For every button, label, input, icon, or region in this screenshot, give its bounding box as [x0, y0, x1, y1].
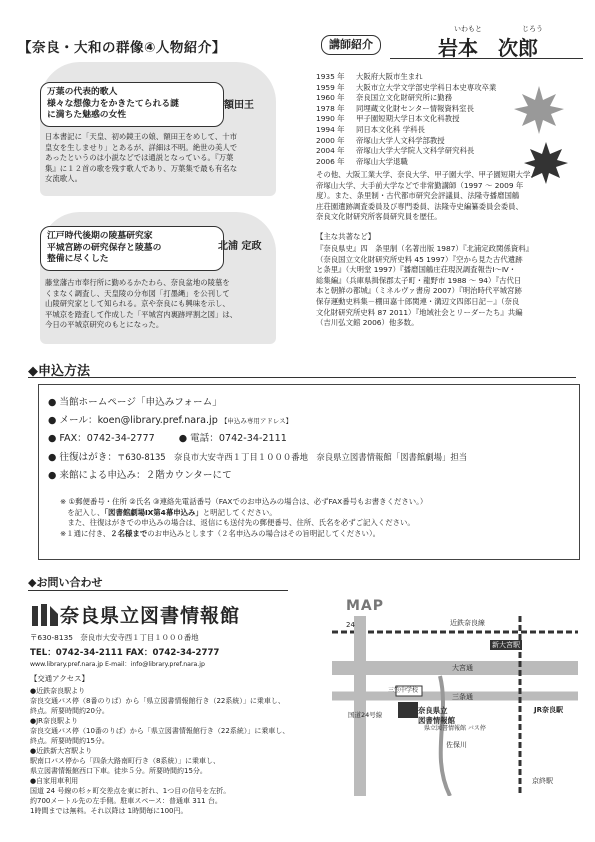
contact-web: www.library.pref.nara.jp E-mail：info@library.pref.nara.jp [30, 661, 205, 668]
person-card-2-catch [40, 226, 224, 271]
career-row: 2004 年 帝塚山大学大学院人文科学研究科長 [316, 146, 475, 156]
works-list: 『奈良県史』四 条里制（名著出版 1987）『北浦定政関係資料』 （奈良国立文化財研究所史料 45 1997）『空から見た古代遺跡 と条里』（大明堂 1997）『播磨国鵤庄荘現況調査報告Ⅰ～Ⅳ・ 総集編』（兵庫県揖保郡太子町・龍野市 1988 ～ 94）『古代日 本と朝鮮の都城』（ミネルヴァ書房 2007）『明治時代平城宮跡 保存運動史料集－棚田嘉十郎関連・溝辺文四郎日記－』（奈良 文化財研究所史料 87 2011）『地域社会とリーダーたち』共編 （吉川弘文館 2006）他多数。 [316, 244, 534, 328]
map-title: MAP [346, 598, 385, 614]
person-2-name: 北浦 定政 [218, 241, 262, 252]
map-label-shin-omiya: 新大宮駅 [492, 641, 520, 649]
person-1-body [45, 132, 273, 185]
career-row: 1994 年 同日本文化科 学科長 [316, 124, 425, 134]
person-2-body-line: 今日の平城京研究のもとになった。 [45, 320, 164, 330]
career-row: 1990 年 甲子園短期大学日本文化科教授 [316, 114, 460, 124]
apply-fax-tel: ● FAX：0742-34-2777● 電話：0742-34-2111 [48, 430, 568, 448]
career-list [316, 72, 526, 167]
map-label-24: 24 [346, 621, 355, 629]
person-2-body-line: 山陵研究家として知られる。京や奈良にも興味を示し、 [45, 299, 230, 309]
map-label-bus: 県立図書情報館 バス停 [424, 725, 486, 732]
lecturer-ruby-given: じろう [522, 25, 543, 33]
apply-title: ◆申込方法 [28, 364, 90, 379]
map-label-jr: JR奈良駅 [534, 706, 563, 714]
career-more: その他、大阪工業大学、奈良大学、甲子園大学、甲子園短期大学、 帝塚山大学、大手前大学などで非常勤講師（1997 ～ 2009 年 度）。また、条里制・古代都市研究会評議員、法隆寺播磨国鵤 庄荘園遺跡調査委員及び専門委員、法隆寺史編纂委員会委員、 奈良文化財研究所客員研究員を歴任。 [316, 170, 538, 222]
apply-rule [28, 377, 576, 378]
person-1-body-line: 女流歌人。 [45, 174, 82, 184]
person-1-body-line: あったというのは小説などでは通説となっている。『万葉 [45, 153, 234, 163]
apply-postcard: ● 往復はがき：〒630-8135 奈良市大安寺西１丁目１０００番地 奈良県立図書情報館「図書館劇場」担当 [48, 448, 568, 467]
map-label-school: 三笠中学校 [388, 687, 419, 694]
person-2-body-line: 平城京を踏査して作成した「平城宮内裏跡坪割之図」は、 [45, 309, 238, 319]
lecturer-name: 岩本 次郎 [438, 36, 538, 60]
person-2-catch-3: 整備に尽くした [47, 254, 109, 265]
apply-hp: ● 当館ホームページ「申込みフォーム」 [48, 394, 568, 412]
lecturer-name-underline [390, 58, 583, 59]
career-row: 1935 年 大阪府大阪市生まれ [316, 72, 423, 81]
person-2-catch-1: 江戸時代後期の陵墓研究家 [47, 231, 153, 241]
map-label-library: 奈良県立 図書情報館 [418, 706, 455, 725]
map-label-omiya: 大宮通 [452, 664, 473, 672]
maple-leaf-icon [512, 82, 566, 138]
contact-title: ◆お問い合わせ [28, 576, 103, 589]
map-label-route24: 国道24号線 [348, 711, 383, 719]
contact-org: 奈良県立図書情報館 [60, 605, 241, 627]
map-label-kyobate: 京終駅 [532, 777, 553, 785]
person-1-catch-3: に満ちた魅惑の女性 [47, 110, 127, 121]
person-1-body-line: 集』に１２首の歌を残す歌人であり、万葉集で最も有名な [45, 163, 238, 173]
works-title: 【主な共著など】 [316, 232, 376, 241]
career-row: 2000 年 帝塚山大学人文科学部教授 [316, 135, 445, 145]
person-2-body-line: 藤堂藩古市奉行所に勤めるかたわら、奈良盆地の陵墓を [45, 278, 230, 287]
person-2-body-line: くまなく調査し、天皇陵の分布図「打墨縄」を公刊して [45, 288, 230, 298]
contact-telfax: TEL：0742-34-2111 FAX：0742-34-2777 [30, 648, 220, 658]
map-label-sanjo: 三条通 [452, 693, 473, 701]
person-card-1-catch [40, 82, 224, 127]
access-title: 【交通アクセス】 [30, 674, 89, 683]
access-list: ●近鉄奈良駅より 奈良交通バス停（8番のりば）から「県立図書情報館行き（22系統）」に乗車し、 終点。所要時間約20分。 ●JR奈良駅より 奈良交通バス停（10番のりば）から「県立図書情報館行き（22系統）」に乗車し、 終点。所要時間約15分。 ●近鉄新大宮駅より 駅南口バス停から「四条大路南町行き（8系統）」に乗車し、 県立図書情報館西口下車。徒歩５分。所要時間約15分。 ●自家用車利用 国道 24 号線の杉ヶ町交差点を東に折れ、1つ目の信号を左折。 約700メートル先の左手側。駐車スペース：普通車 311 台。 1時間までは無料。それ以降は 1時間毎に100円。 [30, 687, 290, 815]
person-1-body-line: 日本書記に「天皇、初め鏡王の娘、額田王をめして、十市 [45, 132, 238, 141]
lecturer-label: 講師紹介 [321, 35, 381, 55]
person-1-catch-2: 様々な想像力をかきたてられる謎 [47, 98, 179, 109]
career-row: 2006 年 帝塚山大学退職 [316, 156, 408, 166]
apply-notes: ※ ①郵便番号・住所 ②氏名 ③連絡先電話番号（FAXでのお申込みの場合は、必ずFAX番号もお書きください。） を記入し、「図書館劇場Ⅸ第4幕申込み」と明記してください。 また、往復はがきでの申込みの場合は、返信にも送付先の郵便番号、住所、氏名を必ずご記入ください。 ※１通に付き、２名様までのお申込みとします（２名申込みの場合はその旨明記してください）。 [60, 497, 428, 538]
person-2-catch-2: 平城宮跡の研究保存と陵墓の [47, 242, 162, 253]
library-logo-icon [30, 602, 60, 628]
career-row: 1960 年 奈良国立文化財研究所に勤務 [316, 93, 453, 103]
map-label-river: 佐保川 [446, 741, 467, 749]
contact-rule [28, 590, 288, 591]
apply-mail: ● メール：koen@library.pref.nara.jp 【申込み専用アドレス】 [48, 412, 568, 430]
person-1-name: 額田王 [224, 100, 254, 111]
section-title: 【奈良・大和の群像④人物紹介】 [18, 40, 226, 56]
person-2-body [45, 278, 273, 331]
contact-addr: 〒630-8135 奈良市大安寺西１丁目１０００番地 [30, 633, 199, 642]
apply-counter: ● 来館による申込み：２階カウンターにて [48, 467, 568, 485]
career-row: 1959 年 大阪市立大学文学部史学科日本史専攻卒業 [316, 82, 497, 92]
person-1-body-line: 皇女を生しませり」とあるが、詳細は不明。絶世の美人で [45, 142, 238, 152]
career-row: 1978 年 同埋蔵文化財センター情報資料室長 [316, 103, 474, 113]
person-1-catch-1: 万葉の代表的歌人 [47, 87, 118, 97]
map-label-kintetsu: 近鉄奈良線 [450, 619, 485, 627]
lecturer-ruby-surname: いわもと [454, 25, 482, 33]
apply-list [48, 394, 568, 485]
